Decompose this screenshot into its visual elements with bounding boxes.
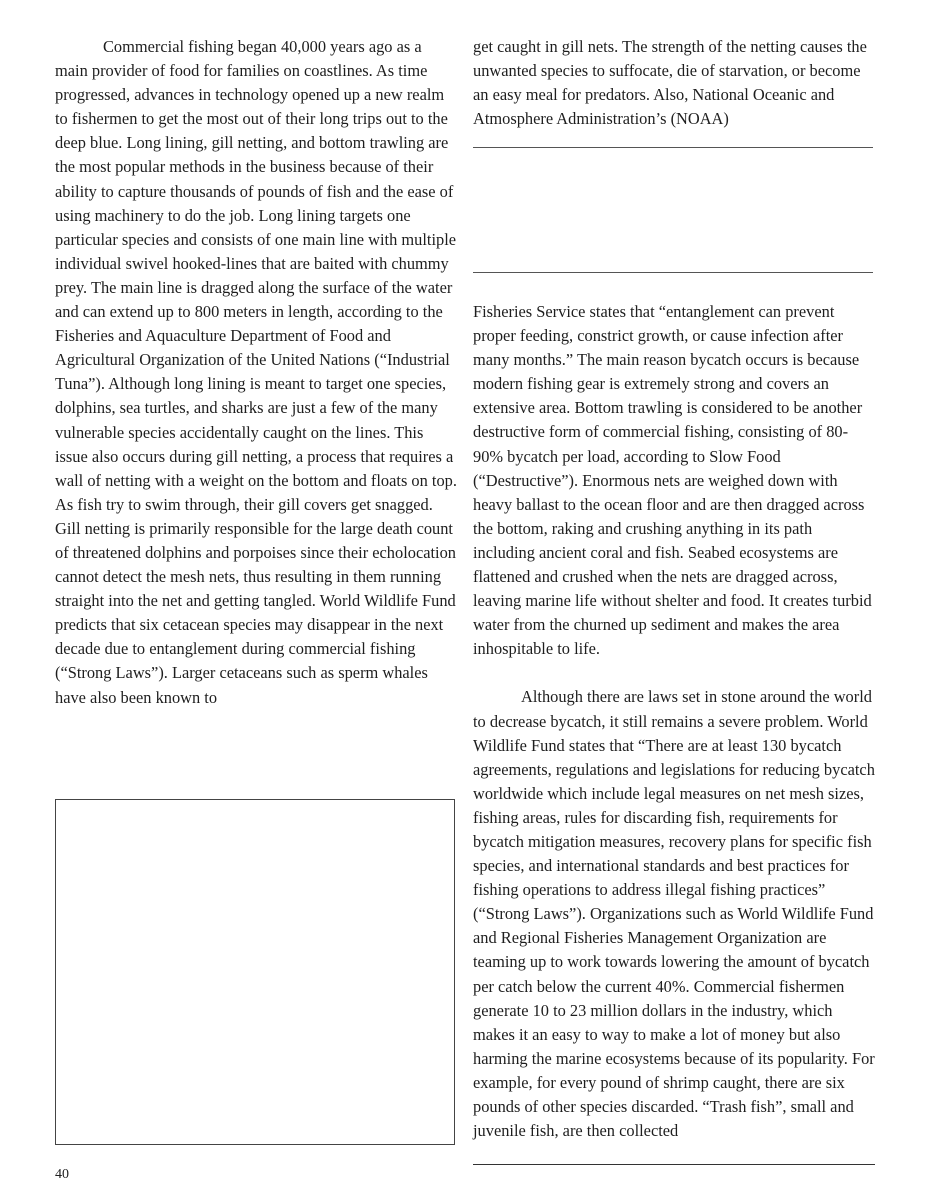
body-paragraph-2: Although there are laws set in stone around the world to decrease bycatch, it still remains a severe problem. World Wildlife Fund states that “There are at least 130 bycatch agreements, regulations and legislations for reducing bycatch worldwide which include legal measures on net mesh sizes, fishing areas, rules for discarding fish, requirements for bycatch mitigation measures, recovery plans for specific fish species, and international standards and best practices for fishing operations to address illegal fishing practices” (“Strong Laws”). Organizations such as World Wildlife Fund and Regional Fisheries Management Organization are teaming up to work towards lowering the amount of bycatch per catch below the current 40%. Commercial fishermen generate 10 to 23 million dollars in the industry, which makes it an easy to way to make a lot of money but also harming the marine ecosystems because of its popularity. For example, for every pound of shrimp caught, there are six pounds of other species discarded. “Trash fish”, small and juvenile fish, are then collected: [473, 687, 875, 1141]
right-column-bottom: [473, 300, 875, 1143]
pull-quote-bottom-rule: [473, 272, 873, 273]
pull-quote-top-rule: [473, 147, 873, 148]
right-column-top: [473, 35, 875, 131]
body-paragraph-continued: get caught in gill nets. The strength of the netting causes the unwanted species to suffocate, die of starvation, or become an easy meal for predators. Also, National Oceanic and Atmosphere Administration’s (NOAA): [473, 37, 867, 129]
page-number: 40: [55, 1167, 69, 1182]
footer-rule: [473, 1164, 875, 1165]
body-paragraph-continued: Fisheries Service states that “entanglement can prevent proper feeding, constrict growth, or cause infection after many months.” The main reason bycatch occurs is because modern fishing gear is extremely strong and covers an extensive area. Bottom trawling is considered to be another destructive form of commercial fishing, consisting of 80-90% bycatch per load, according to Slow Food (“Destructive”). Enormous nets are weighed down with heavy ballast to the ocean floor and are then dragged across the bottom, raking and crushing anything in its path including ancient coral and fish. Seabed ecosystems are flattened and crushed when the nets are dragged across, leaving marine life without shelter and food. It creates turbid water from the churned up sediment and makes the area inhospitable to life.: [473, 302, 872, 659]
body-paragraph: Commercial fishing began 40,000 years ago as a main provider of food for families on coastlines. As time progressed, advances in technology opened up a new realm to fishermen to get the most out of their long trips out to the deep blue. Long lining, gill netting, and bottom trawling are the most popular methods in the business because of their ability to capture thousands of pounds of fish and the ease of using machinery to do the job. Long lining targets one particular species and consists of one main line with multiple individual swivel hooked-lines that are baited with chummy prey. The main line is dragged along the surface of the water and can extend up to 800 meters in length, according to the Fisheries and Aquaculture Department of Food and Agricultural Organization of the United Nations (“Industrial Tuna”). Although long lining is meant to target one species, dolphins, sea turtles, and sharks are just a few of the many vulnerable species accidentally caught on the lines. This issue also occurs during gill netting, a process that requires a wall of netting with a weight on the bottom and floats on top. As fish try to swim through, their gill covers get snagged. Gill netting is primarily responsible for the large death count of threatened dolphins and porpoises since their echolocation cannot detect the mesh nets, thus resulting in them running straight into the net and getting tangled. World Wildlife Fund predicts that six cetacean species may disappear in the next decade due to entanglement during commercial fishing (“Strong Laws”). Larger cetaceans such as sperm whales have also been known to: [55, 37, 457, 707]
image-placeholder-frame: [55, 799, 455, 1145]
left-column: [55, 35, 458, 710]
